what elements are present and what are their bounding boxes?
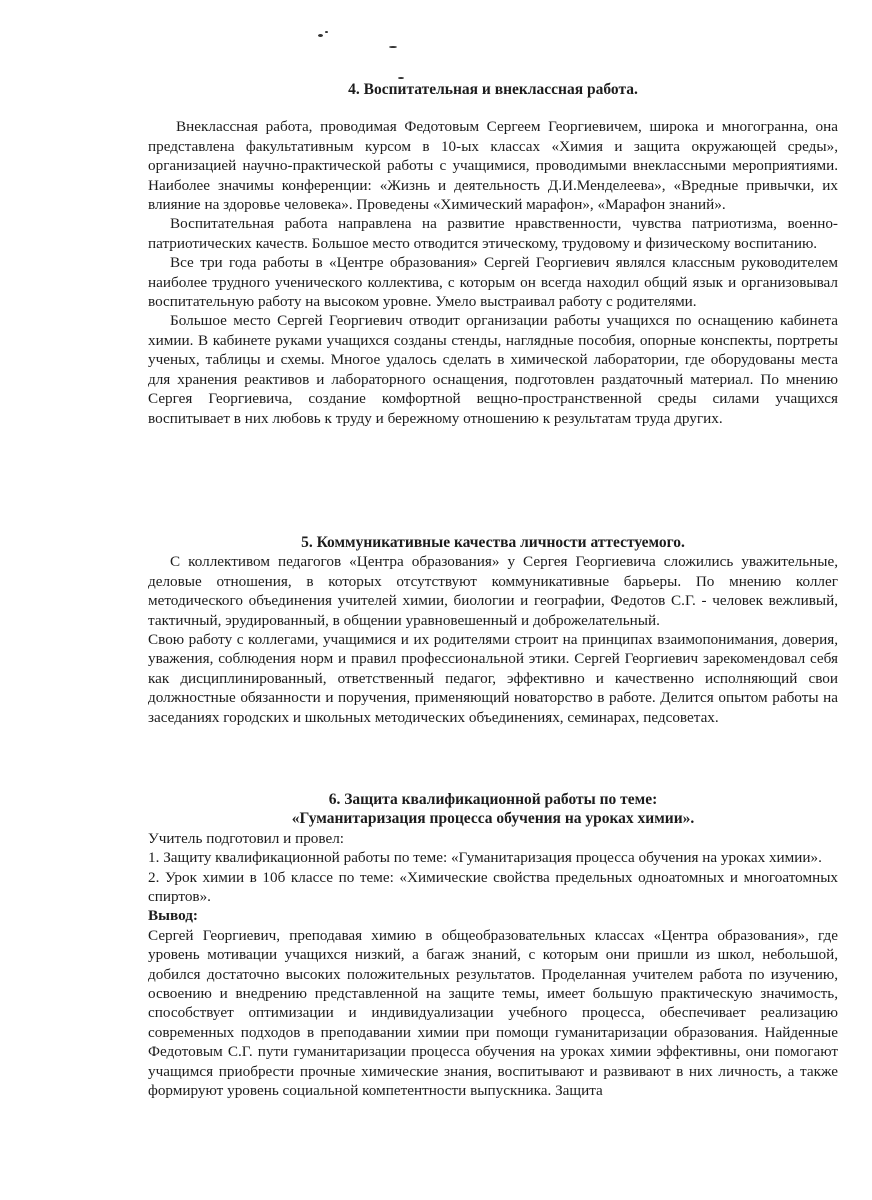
section-6-title-line-1: 6. Защита квалификационной работы по теме: xyxy=(328,791,658,808)
section-6-item-2: 2. Урок химии в 10б классе по теме: «Химические свойства предельных одноатомных и многоатомных спиртов». xyxy=(148,868,838,906)
section-4-paragraph-3: Все три года работы в «Центре образования» Сергей Георгиевич являлся классным руководителем наиболее трудного ученического коллектива, с которым он всегда находил общий язык и организовывал воспитательную работу на высоком уровне. Умело выстраивал работу с родителями. xyxy=(148,254,838,311)
conclusion-paragraph: Сергей Георгиевич, преподавая химию в общеобразовательных классах «Центра образования», где уровень мотивации учащихся низкий, а багаж знаний, с которым они пришли из школ, небольшой, добился достаточно высоких положительных результатов. Проделанная учителем работа по изучению, освоению и внедрению представленной на защите темы, имеет большую практическую значимость, способствует оптимизации и индивидуализации учебного процесса, обеспечивает реализацию современных подходов в преподавании химии при помощи гуманитаризации образования. Найденные Федотовым С.Г. пути гуманитаризации процесса обучения на уроках химии эффективны, они помогают учащимся приобрести прочные химические знания, воспитывают и развивают в них личность, а также формируют уровень социальной компетентности выпускника. Защита xyxy=(148,926,838,1100)
section-5-paragraph-1: С коллективом педагогов «Центра образования» у Сергея Георгиевича сложились уважительные, деловые отношения, в которых отсутствуют коммуникативные барьеры. По мнению коллег методического объединения учителей химии, биологии и географии, Федотов С.Г. - человек вежливый, тактичный, эрудированный, в общении уравновешенный и доброжелательный. xyxy=(148,553,838,629)
section-5 xyxy=(148,533,838,727)
conclusion-label: Вывод: xyxy=(148,907,198,925)
section-4 xyxy=(148,80,838,428)
section-5-paragraph-2: Свою работу с коллегами, учащимися и их родителями строит на принципах взаимопонимания, доверия, уважения, соблюдения норм и правил профессиональной этики. Сергей Георгиевич зарекомендовал себя как дисциплинированный, ответственный педагог, эффективно и качественно исполняющий свои должностные обязанности и поручения, применяющий новаторство в работе. Делится опытом работы на заседаниях городских и школьных методических объединениях, семинарах, педсоветах. xyxy=(148,631,838,726)
section-6-intro: Учитель подготовил и провел: xyxy=(148,829,345,847)
section-6 xyxy=(148,790,838,1101)
section-6-title-line-2: «Гуманитаризация процесса обучения на уроках химии». xyxy=(291,810,695,828)
section-4-paragraph-4: Большое место Сергей Георгиевич отводит организации работы учащихся по оснащению кабинета химии. В кабинете руками учащихся созданы стенды, наглядные пособия, опорные конспекты, портреты ученых, таблицы и схемы. Многое удалось сделать в химической лаборатории, где оборудованы места для хранения реактивов и лабораторного оснащения, подготовлен раздаточный материал. По мнению Сергея Георгиевича, создание комфортной вещно-пространственной среды силами учащихся воспитывает в них любовь к труду и бережному отношению к результатам труда других. xyxy=(148,312,838,427)
scan-speck xyxy=(318,34,323,37)
section-4-paragraph-2: Воспитательная работа направлена на развитие нравственности, чувства патриотизма, военно-патриотических качеств. Большое место отводится этическому, трудовому и физическому воспитанию. xyxy=(148,215,838,252)
section-4-paragraph-1: Внеклассная работа, проводимая Федотовым Сергеем Георгиевичем, широка и многогранна, она представлена факультативным курсом в 10-ых классах «Химия и защита окружающей среды», организацией научно-практической работы с учащимися, проводимыми внеклассными мероприятиями. Наиболее значимы конференции: «Жизнь и деятельность Д.И.Менделеева», «Вредные привычки, их влияние на здоровье человека». Проведены «Химический марафон», «Марафон знаний». xyxy=(148,118,838,214)
section-4-title: 4. Воспитательная и внеклассная работа. xyxy=(348,81,638,98)
scan-speck xyxy=(389,46,397,48)
section-6-item-1: 1. Защиту квалификационной работы по теме: «Гуманитаризация процесса обучения на уроках химии». xyxy=(148,849,822,867)
scan-speck xyxy=(398,77,404,79)
scan-speck xyxy=(325,31,328,33)
section-5-title: 5. Коммуникативные качества личности аттестуемого. xyxy=(301,534,685,551)
